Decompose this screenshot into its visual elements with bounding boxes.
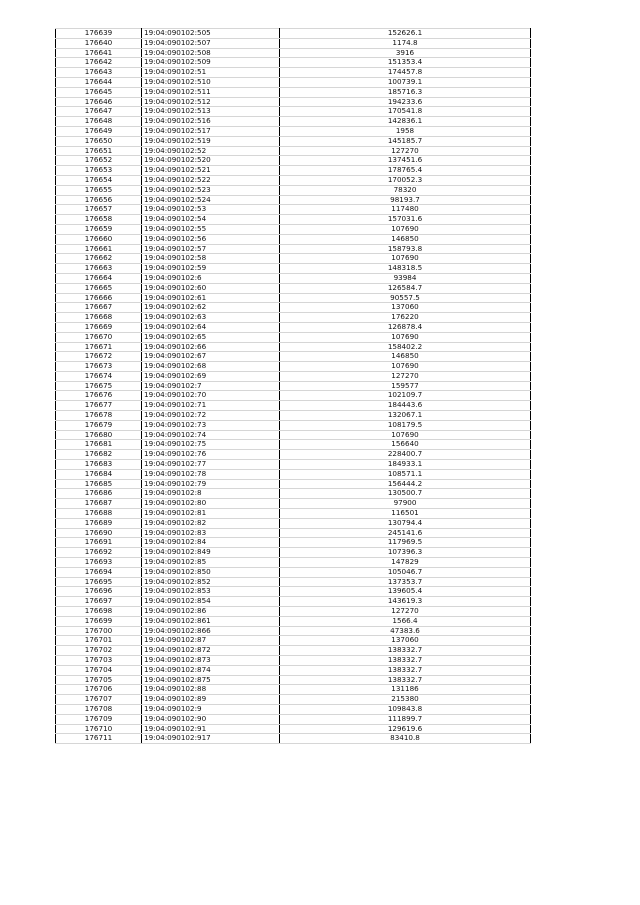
row-number-cell: 176657: [56, 205, 142, 215]
table-row: [56, 371, 531, 381]
cadastral-number-cell: 19:04:090102:7: [142, 381, 280, 391]
cadastral-number-cell: 19:04:090102:73: [142, 420, 280, 430]
cadastral-number-cell: 19:04:090102:874: [142, 665, 280, 675]
cadastral-number-cell: 19:04:090102:516: [142, 117, 280, 127]
row-number-cell: 176677: [56, 401, 142, 411]
table-row: [56, 352, 531, 362]
table-row: [56, 528, 531, 538]
table-row: [56, 244, 531, 254]
row-number-cell: 176651: [56, 146, 142, 156]
table-row: [56, 567, 531, 577]
row-number-cell: 176654: [56, 175, 142, 185]
table-row: [56, 509, 531, 519]
value-cell: 100739.1: [280, 77, 531, 87]
value-cell: 137060: [280, 636, 531, 646]
row-number-cell: 176705: [56, 675, 142, 685]
table-row: [56, 273, 531, 283]
table-row: [56, 489, 531, 499]
row-number-cell: 176673: [56, 362, 142, 372]
table-row: [56, 616, 531, 626]
cadastral-number-cell: 19:04:090102:852: [142, 577, 280, 587]
cadastral-number-cell: 19:04:090102:505: [142, 29, 280, 39]
value-cell: 83410.8: [280, 734, 531, 744]
row-number-cell: 176652: [56, 156, 142, 166]
table-row: [56, 518, 531, 528]
cadastral-number-cell: 19:04:090102:522: [142, 175, 280, 185]
table-row: [56, 342, 531, 352]
value-cell: 138332.7: [280, 646, 531, 656]
value-cell: 1958: [280, 126, 531, 136]
value-cell: 142836.1: [280, 117, 531, 127]
value-cell: 47383.6: [280, 626, 531, 636]
cadastral-number-cell: 19:04:090102:76: [142, 450, 280, 460]
value-cell: 148318.5: [280, 264, 531, 274]
value-cell: 132067.1: [280, 411, 531, 421]
value-cell: 126584.7: [280, 283, 531, 293]
table-row: [56, 440, 531, 450]
cadastral-number-cell: 19:04:090102:77: [142, 460, 280, 470]
row-number-cell: 176698: [56, 607, 142, 617]
row-number-cell: 176669: [56, 322, 142, 332]
cadastral-number-cell: 19:04:090102:88: [142, 685, 280, 695]
table-row: [56, 136, 531, 146]
cadastral-number-cell: 19:04:090102:53: [142, 205, 280, 215]
value-cell: 1174.8: [280, 38, 531, 48]
cadastral-number-cell: 19:04:090102:67: [142, 352, 280, 362]
value-cell: 107690: [280, 332, 531, 342]
value-cell: 111899.7: [280, 714, 531, 724]
row-number-cell: 176706: [56, 685, 142, 695]
value-cell: 174457.8: [280, 68, 531, 78]
row-number-cell: 176648: [56, 117, 142, 127]
row-number-cell: 176679: [56, 420, 142, 430]
value-cell: 158402.2: [280, 342, 531, 352]
cadastral-number-cell: 19:04:090102:54: [142, 215, 280, 225]
value-cell: 117480: [280, 205, 531, 215]
value-cell: 152626.1: [280, 29, 531, 39]
value-cell: 98193.7: [280, 195, 531, 205]
cadastral-number-cell: 19:04:090102:62: [142, 303, 280, 313]
value-cell: 130500.7: [280, 489, 531, 499]
table-row: [56, 636, 531, 646]
table-row: [56, 215, 531, 225]
value-cell: 137451.6: [280, 156, 531, 166]
row-number-cell: 176658: [56, 215, 142, 225]
cadastral-number-cell: 19:04:090102:520: [142, 156, 280, 166]
row-number-cell: 176661: [56, 244, 142, 254]
value-cell: 107690: [280, 224, 531, 234]
cadastral-number-cell: 19:04:090102:524: [142, 195, 280, 205]
row-number-cell: 176668: [56, 313, 142, 323]
row-number-cell: 176700: [56, 626, 142, 636]
row-number-cell: 176681: [56, 440, 142, 450]
value-cell: 215380: [280, 695, 531, 705]
value-cell: 90557.5: [280, 293, 531, 303]
table-row: [56, 87, 531, 97]
row-number-cell: 176672: [56, 352, 142, 362]
cadastral-number-cell: 19:04:090102:91: [142, 724, 280, 734]
cadastral-number-cell: 19:04:090102:87: [142, 636, 280, 646]
row-number-cell: 176667: [56, 303, 142, 313]
value-cell: 127270: [280, 607, 531, 617]
value-cell: 137060: [280, 303, 531, 313]
row-number-cell: 176680: [56, 430, 142, 440]
table-row: [56, 558, 531, 568]
cadastral-number-cell: 19:04:090102:65: [142, 332, 280, 342]
cadastral-number-cell: 19:04:090102:521: [142, 166, 280, 176]
cadastral-number-cell: 19:04:090102:6: [142, 273, 280, 283]
value-cell: 93984: [280, 273, 531, 283]
cadastral-number-cell: 19:04:090102:71: [142, 401, 280, 411]
value-cell: 105046.7: [280, 567, 531, 577]
row-number-cell: 176665: [56, 283, 142, 293]
value-cell: 126878.4: [280, 322, 531, 332]
value-cell: 178765.4: [280, 166, 531, 176]
cadastral-number-cell: 19:04:090102:523: [142, 185, 280, 195]
cadastral-number-cell: 19:04:090102:69: [142, 371, 280, 381]
cadastral-number-cell: 19:04:090102:510: [142, 77, 280, 87]
cadastral-number-cell: 19:04:090102:511: [142, 87, 280, 97]
row-number-cell: 176690: [56, 528, 142, 538]
cadastral-number-cell: 19:04:090102:66: [142, 342, 280, 352]
row-number-cell: 176647: [56, 107, 142, 117]
cadastral-number-cell: 19:04:090102:850: [142, 567, 280, 577]
cadastral-number-cell: 19:04:090102:78: [142, 469, 280, 479]
table-row: [56, 234, 531, 244]
table-row: [56, 185, 531, 195]
table-row: [56, 107, 531, 117]
cadastral-number-cell: 19:04:090102:861: [142, 616, 280, 626]
cadastral-number-cell: 19:04:090102:75: [142, 440, 280, 450]
cadastral-number-cell: 19:04:090102:509: [142, 58, 280, 68]
cadastral-number-cell: 19:04:090102:58: [142, 254, 280, 264]
value-cell: 108179.5: [280, 420, 531, 430]
value-cell: 245141.6: [280, 528, 531, 538]
value-cell: 109843.8: [280, 704, 531, 714]
value-cell: 194233.6: [280, 97, 531, 107]
table-row: [56, 626, 531, 636]
cadastral-number-cell: 19:04:090102:59: [142, 264, 280, 274]
row-number-cell: 176684: [56, 469, 142, 479]
row-number-cell: 176675: [56, 381, 142, 391]
table-row: [56, 450, 531, 460]
table-row: [56, 607, 531, 617]
row-number-cell: 176656: [56, 195, 142, 205]
value-cell: 146850: [280, 352, 531, 362]
value-cell: 1566.4: [280, 616, 531, 626]
row-number-cell: 176660: [56, 234, 142, 244]
row-number-cell: 176693: [56, 558, 142, 568]
row-number-cell: 176711: [56, 734, 142, 744]
data-table: [55, 28, 531, 744]
table-row: [56, 117, 531, 127]
cadastral-number-cell: 19:04:090102:8: [142, 489, 280, 499]
cadastral-number-cell: 19:04:090102:64: [142, 322, 280, 332]
row-number-cell: 176640: [56, 38, 142, 48]
value-cell: 146850: [280, 234, 531, 244]
table-row: [56, 77, 531, 87]
value-cell: 170541.8: [280, 107, 531, 117]
table-row: [56, 587, 531, 597]
value-cell: 147829: [280, 558, 531, 568]
cadastral-number-cell: 19:04:090102:55: [142, 224, 280, 234]
cadastral-number-cell: 19:04:090102:519: [142, 136, 280, 146]
table-row: [56, 313, 531, 323]
row-number-cell: 176691: [56, 538, 142, 548]
row-number-cell: 176678: [56, 411, 142, 421]
row-number-cell: 176666: [56, 293, 142, 303]
table-row: [56, 685, 531, 695]
value-cell: 129619.6: [280, 724, 531, 734]
cadastral-number-cell: 19:04:090102:513: [142, 107, 280, 117]
cadastral-number-cell: 19:04:090102:873: [142, 656, 280, 666]
cadastral-number-cell: 19:04:090102:849: [142, 548, 280, 558]
value-cell: 156444.2: [280, 479, 531, 489]
table-row: [56, 469, 531, 479]
table-row: [56, 29, 531, 39]
value-cell: 228400.7: [280, 450, 531, 460]
table-row: [56, 577, 531, 587]
table-row: [56, 460, 531, 470]
cadastral-number-cell: 19:04:090102:51: [142, 68, 280, 78]
row-number-cell: 176702: [56, 646, 142, 656]
row-number-cell: 176708: [56, 704, 142, 714]
value-cell: 117969.5: [280, 538, 531, 548]
row-number-cell: 176639: [56, 29, 142, 39]
row-number-cell: 176663: [56, 264, 142, 274]
row-number-cell: 176685: [56, 479, 142, 489]
cadastral-number-cell: 19:04:090102:90: [142, 714, 280, 724]
value-cell: 184933.1: [280, 460, 531, 470]
cadastral-number-cell: 19:04:090102:517: [142, 126, 280, 136]
table-row: [56, 166, 531, 176]
row-number-cell: 176683: [56, 460, 142, 470]
row-number-cell: 176697: [56, 597, 142, 607]
row-number-cell: 176655: [56, 185, 142, 195]
table-row: [56, 38, 531, 48]
row-number-cell: 176699: [56, 616, 142, 626]
table-row: [56, 479, 531, 489]
value-cell: 130794.4: [280, 518, 531, 528]
row-number-cell: 176650: [56, 136, 142, 146]
table-row: [56, 401, 531, 411]
cadastral-number-cell: 19:04:090102:853: [142, 587, 280, 597]
value-cell: 116501: [280, 509, 531, 519]
row-number-cell: 176686: [56, 489, 142, 499]
cadastral-number-cell: 19:04:090102:83: [142, 528, 280, 538]
cadastral-number-cell: 19:04:090102:72: [142, 411, 280, 421]
cadastral-number-cell: 19:04:090102:917: [142, 734, 280, 744]
cadastral-number-cell: 19:04:090102:60: [142, 283, 280, 293]
cadastral-number-cell: 19:04:090102:89: [142, 695, 280, 705]
cadastral-number-cell: 19:04:090102:872: [142, 646, 280, 656]
row-number-cell: 176662: [56, 254, 142, 264]
table-row: [56, 205, 531, 215]
value-cell: 185716.3: [280, 87, 531, 97]
table-row: [56, 420, 531, 430]
table-row: [56, 68, 531, 78]
row-number-cell: 176694: [56, 567, 142, 577]
cadastral-number-cell: 19:04:090102:9: [142, 704, 280, 714]
value-cell: 138332.7: [280, 675, 531, 685]
table-row: [56, 675, 531, 685]
table-row: [56, 254, 531, 264]
table-row: [56, 293, 531, 303]
value-cell: 107690: [280, 254, 531, 264]
row-number-cell: 176703: [56, 656, 142, 666]
value-cell: 176220: [280, 313, 531, 323]
row-number-cell: 176682: [56, 450, 142, 460]
cadastral-number-cell: 19:04:090102:82: [142, 518, 280, 528]
value-cell: 138332.7: [280, 665, 531, 675]
value-cell: 159577: [280, 381, 531, 391]
table-row: [56, 430, 531, 440]
cadastral-number-cell: 19:04:090102:86: [142, 607, 280, 617]
value-cell: 138332.7: [280, 656, 531, 666]
cadastral-number-cell: 19:04:090102:85: [142, 558, 280, 568]
table-row: [56, 411, 531, 421]
table-row: [56, 665, 531, 675]
row-number-cell: 176643: [56, 68, 142, 78]
value-cell: 108571.1: [280, 469, 531, 479]
cadastral-number-cell: 19:04:090102:80: [142, 499, 280, 509]
row-number-cell: 176670: [56, 332, 142, 342]
row-number-cell: 176695: [56, 577, 142, 587]
table-row: [56, 332, 531, 342]
row-number-cell: 176688: [56, 509, 142, 519]
row-number-cell: 176689: [56, 518, 142, 528]
value-cell: 151353.4: [280, 58, 531, 68]
value-cell: 156640: [280, 440, 531, 450]
value-cell: 107690: [280, 362, 531, 372]
row-number-cell: 176671: [56, 342, 142, 352]
row-number-cell: 176692: [56, 548, 142, 558]
value-cell: 97900: [280, 499, 531, 509]
table-row: [56, 656, 531, 666]
row-number-cell: 176645: [56, 87, 142, 97]
row-number-cell: 176653: [56, 166, 142, 176]
value-cell: 127270: [280, 146, 531, 156]
table-row: [56, 48, 531, 58]
row-number-cell: 176696: [56, 587, 142, 597]
table-row: [56, 195, 531, 205]
table-row: [56, 97, 531, 107]
table-row: [56, 548, 531, 558]
row-number-cell: 176701: [56, 636, 142, 646]
row-number-cell: 176707: [56, 695, 142, 705]
value-cell: 139605.4: [280, 587, 531, 597]
row-number-cell: 176709: [56, 714, 142, 724]
table-row: [56, 126, 531, 136]
cadastral-number-cell: 19:04:090102:63: [142, 313, 280, 323]
value-cell: 102109.7: [280, 391, 531, 401]
value-cell: 78320: [280, 185, 531, 195]
value-cell: 107396.3: [280, 548, 531, 558]
table-row: [56, 597, 531, 607]
row-number-cell: 176641: [56, 48, 142, 58]
table-row: [56, 646, 531, 656]
table-body: [56, 29, 531, 744]
cadastral-number-cell: 19:04:090102:68: [142, 362, 280, 372]
row-number-cell: 176664: [56, 273, 142, 283]
row-number-cell: 176674: [56, 371, 142, 381]
cadastral-number-cell: 19:04:090102:74: [142, 430, 280, 440]
table-row: [56, 695, 531, 705]
table-row: [56, 264, 531, 274]
cadastral-number-cell: 19:04:090102:854: [142, 597, 280, 607]
cadastral-number-cell: 19:04:090102:875: [142, 675, 280, 685]
table-row: [56, 322, 531, 332]
value-cell: 127270: [280, 371, 531, 381]
row-number-cell: 176704: [56, 665, 142, 675]
value-cell: 145185.7: [280, 136, 531, 146]
cadastral-number-cell: 19:04:090102:56: [142, 234, 280, 244]
row-number-cell: 176676: [56, 391, 142, 401]
row-number-cell: 176710: [56, 724, 142, 734]
table-row: [56, 146, 531, 156]
row-number-cell: 176646: [56, 97, 142, 107]
cadastral-number-cell: 19:04:090102:507: [142, 38, 280, 48]
cadastral-number-cell: 19:04:090102:52: [142, 146, 280, 156]
row-number-cell: 176687: [56, 499, 142, 509]
table-row: [56, 538, 531, 548]
cadastral-number-cell: 19:04:090102:512: [142, 97, 280, 107]
cadastral-number-cell: 19:04:090102:866: [142, 626, 280, 636]
row-number-cell: 176644: [56, 77, 142, 87]
row-number-cell: 176642: [56, 58, 142, 68]
table-row: [56, 175, 531, 185]
table-row: [56, 499, 531, 509]
cadastral-number-cell: 19:04:090102:57: [142, 244, 280, 254]
table-row: [56, 156, 531, 166]
cadastral-number-cell: 19:04:090102:84: [142, 538, 280, 548]
value-cell: 131186: [280, 685, 531, 695]
cadastral-number-cell: 19:04:090102:79: [142, 479, 280, 489]
row-number-cell: 176649: [56, 126, 142, 136]
table-row: [56, 381, 531, 391]
table-row: [56, 714, 531, 724]
table-row: [56, 734, 531, 744]
table-row: [56, 58, 531, 68]
value-cell: 157031.6: [280, 215, 531, 225]
table-row: [56, 724, 531, 734]
value-cell: 3916: [280, 48, 531, 58]
cadastral-number-cell: 19:04:090102:508: [142, 48, 280, 58]
table-row: [56, 303, 531, 313]
value-cell: 158793.8: [280, 244, 531, 254]
table-row: [56, 704, 531, 714]
value-cell: 143619.3: [280, 597, 531, 607]
value-cell: 137353.7: [280, 577, 531, 587]
row-number-cell: 176659: [56, 224, 142, 234]
value-cell: 170052.3: [280, 175, 531, 185]
table-row: [56, 391, 531, 401]
table-row: [56, 283, 531, 293]
cadastral-number-cell: 19:04:090102:70: [142, 391, 280, 401]
cadastral-number-cell: 19:04:090102:81: [142, 509, 280, 519]
value-cell: 184443.6: [280, 401, 531, 411]
value-cell: 107690: [280, 430, 531, 440]
table-row: [56, 362, 531, 372]
table-row: [56, 224, 531, 234]
cadastral-number-cell: 19:04:090102:61: [142, 293, 280, 303]
